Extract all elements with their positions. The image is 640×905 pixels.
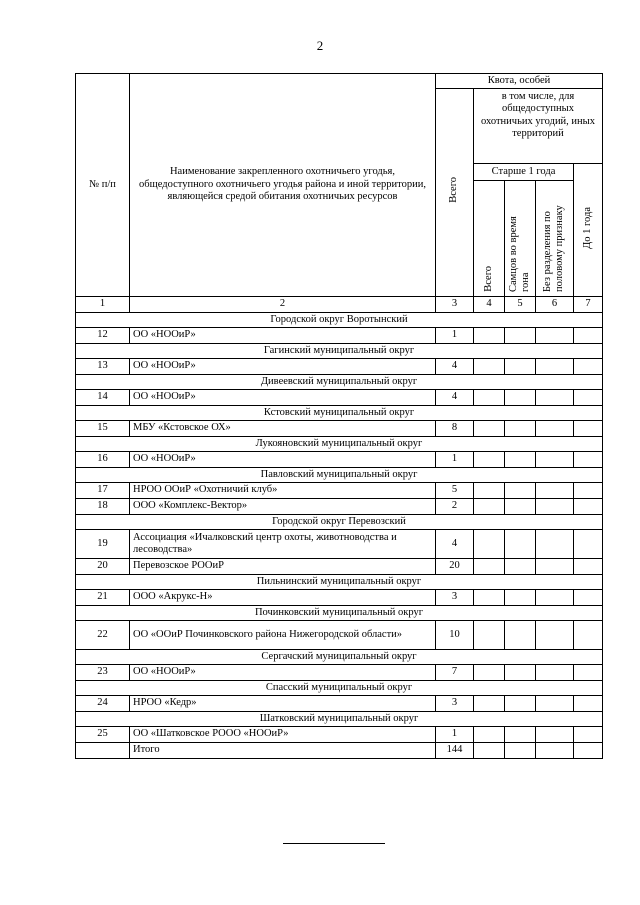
quota-table <box>75 73 603 759</box>
empty-cell <box>536 483 574 499</box>
section-title: Городской округ Перевозский <box>76 515 603 530</box>
section-row <box>76 575 603 590</box>
empty-cell <box>505 590 536 606</box>
empty-cell <box>474 665 505 681</box>
empty-cell <box>574 727 603 743</box>
row-name: ОО «НООиР» <box>130 328 436 344</box>
empty-cell <box>574 621 603 650</box>
empty-cell <box>474 530 505 559</box>
table-row <box>76 359 603 375</box>
header-males: Самцов во время гона <box>507 216 531 292</box>
header-num: № п/п <box>76 74 130 297</box>
header-males-cell <box>505 181 536 297</box>
empty-cell <box>574 390 603 406</box>
table-row <box>76 727 603 743</box>
row-number: 14 <box>76 390 130 406</box>
empty-cell <box>574 421 603 437</box>
row-total: 3 <box>436 590 474 606</box>
row-name: ООО «Комплекс-Вектор» <box>130 499 436 515</box>
section-row <box>76 468 603 483</box>
section-title: Кстовский муниципальный округ <box>76 406 603 421</box>
empty-cell <box>474 390 505 406</box>
empty-cell <box>536 696 574 712</box>
empty-cell <box>574 696 603 712</box>
header-incl: в том числе, для общедоступных охотничьих угодий, иных территорий <box>474 89 603 164</box>
row-number: 23 <box>76 665 130 681</box>
section-title: Пильнинский муниципальный округ <box>76 575 603 590</box>
header-older-total: Всего <box>482 266 494 292</box>
empty-cell <box>505 328 536 344</box>
empty-cell <box>505 559 536 575</box>
row-number: 21 <box>76 590 130 606</box>
section-title: Сергачский муниципальный округ <box>76 650 603 665</box>
col-number: 4 <box>474 297 505 313</box>
section-row <box>76 437 603 452</box>
empty-cell <box>474 559 505 575</box>
section-row <box>76 344 603 359</box>
col-number: 1 <box>76 297 130 313</box>
row-name: Ассоциация «Ичалковский центр охоты, животноводства и лесоводства» <box>130 530 436 559</box>
empty-cell <box>574 665 603 681</box>
empty-cell <box>474 359 505 375</box>
empty-cell <box>505 743 536 759</box>
table-row <box>76 559 603 575</box>
header-older-total-cell <box>474 181 505 297</box>
footer-rule <box>283 843 385 844</box>
empty-cell <box>574 359 603 375</box>
section-title: Шатковский муниципальный округ <box>76 712 603 727</box>
empty-cell <box>505 499 536 515</box>
section-row <box>76 313 603 328</box>
row-total: 1 <box>436 328 474 344</box>
row-number: 25 <box>76 727 130 743</box>
row-number: 19 <box>76 530 130 559</box>
total-row <box>76 743 603 759</box>
row-total: 7 <box>436 665 474 681</box>
table-row <box>76 328 603 344</box>
empty-cell <box>474 621 505 650</box>
section-title: Павловский муниципальный округ <box>76 468 603 483</box>
section-row <box>76 375 603 390</box>
empty-cell <box>505 621 536 650</box>
empty-cell <box>474 328 505 344</box>
total-value: 144 <box>436 743 474 759</box>
table-row <box>76 390 603 406</box>
empty-cell <box>505 421 536 437</box>
empty-cell <box>536 421 574 437</box>
row-total: 20 <box>436 559 474 575</box>
row-total: 10 <box>436 621 474 650</box>
section-title: Спасский муниципальный округ <box>76 681 603 696</box>
table-row <box>76 530 603 559</box>
row-name: ОО «ООиР Починковского района Нижегородской области» <box>130 621 436 650</box>
empty-cell <box>76 743 130 759</box>
table-row <box>76 483 603 499</box>
empty-cell <box>536 590 574 606</box>
table-row <box>76 499 603 515</box>
empty-cell <box>474 499 505 515</box>
row-name: НРОО ООиР «Охотничий клуб» <box>130 483 436 499</box>
empty-cell <box>474 421 505 437</box>
row-number: 18 <box>76 499 130 515</box>
row-total: 3 <box>436 696 474 712</box>
empty-cell <box>474 590 505 606</box>
section-title: Починковский муниципальный округ <box>76 606 603 621</box>
empty-cell <box>536 328 574 344</box>
row-number: 13 <box>76 359 130 375</box>
row-total: 4 <box>436 530 474 559</box>
row-total: 2 <box>436 499 474 515</box>
empty-cell <box>474 483 505 499</box>
empty-cell <box>536 743 574 759</box>
empty-cell <box>505 696 536 712</box>
empty-cell <box>574 559 603 575</box>
table-row <box>76 590 603 606</box>
header-nosex-cell <box>536 181 574 297</box>
empty-cell <box>505 452 536 468</box>
header-under1: До 1 года <box>581 207 593 249</box>
empty-cell <box>536 530 574 559</box>
total-label: Итого <box>130 743 436 759</box>
section-row <box>76 606 603 621</box>
header-nosex: Без разделения по половому признаку <box>542 205 566 292</box>
empty-cell <box>574 499 603 515</box>
row-name: ОО «Шатковское РООО «НООиР» <box>130 727 436 743</box>
col-number: 2 <box>130 297 436 313</box>
row-total: 5 <box>436 483 474 499</box>
empty-cell <box>505 530 536 559</box>
section-row <box>76 681 603 696</box>
empty-cell <box>536 499 574 515</box>
row-name: ОО «НООиР» <box>130 665 436 681</box>
row-number: 17 <box>76 483 130 499</box>
empty-cell <box>536 390 574 406</box>
section-title: Гагинский муниципальный округ <box>76 344 603 359</box>
row-name: НРОО «Кедр» <box>130 696 436 712</box>
col-number: 7 <box>574 297 603 313</box>
table-row <box>76 665 603 681</box>
empty-cell <box>574 590 603 606</box>
empty-cell <box>505 665 536 681</box>
empty-cell <box>536 665 574 681</box>
header-total-cell <box>436 89 474 297</box>
row-name: ООО «Акрукс-Н» <box>130 590 436 606</box>
col-number: 3 <box>436 297 474 313</box>
section-title: Дивеевский муниципальный округ <box>76 375 603 390</box>
row-total: 8 <box>436 421 474 437</box>
table-row <box>76 621 603 650</box>
empty-cell <box>474 727 505 743</box>
section-title: Лукояновский муниципальный округ <box>76 437 603 452</box>
empty-cell <box>536 359 574 375</box>
section-row <box>76 650 603 665</box>
section-row <box>76 406 603 421</box>
header-under1-cell <box>574 164 603 297</box>
section-title: Городской округ Воротынский <box>76 313 603 328</box>
empty-cell <box>574 743 603 759</box>
row-name: Перевозское РООиР <box>130 559 436 575</box>
row-name: ОО «НООиР» <box>130 452 436 468</box>
empty-cell <box>505 359 536 375</box>
empty-cell <box>536 452 574 468</box>
empty-cell <box>505 727 536 743</box>
empty-cell <box>574 452 603 468</box>
empty-cell <box>505 390 536 406</box>
table-row <box>76 452 603 468</box>
empty-cell <box>536 727 574 743</box>
empty-cell <box>505 483 536 499</box>
row-number: 20 <box>76 559 130 575</box>
empty-cell <box>574 328 603 344</box>
header-older: Старше 1 года <box>474 164 574 181</box>
row-number: 24 <box>76 696 130 712</box>
empty-cell <box>474 696 505 712</box>
empty-cell <box>474 743 505 759</box>
header-quota: Квота, особей <box>436 74 603 89</box>
section-row <box>76 515 603 530</box>
row-total: 4 <box>436 359 474 375</box>
empty-cell <box>574 530 603 559</box>
header-total: Всего <box>448 177 460 204</box>
row-number: 22 <box>76 621 130 650</box>
empty-cell <box>574 483 603 499</box>
empty-cell <box>536 559 574 575</box>
row-number: 15 <box>76 421 130 437</box>
section-row <box>76 712 603 727</box>
row-name: ОО «НООиР» <box>130 359 436 375</box>
row-total: 1 <box>436 452 474 468</box>
table-row <box>76 696 603 712</box>
empty-cell <box>536 621 574 650</box>
page-number: 2 <box>316 38 324 53</box>
header-name: Наименование закрепленного охотничьего угодья, общедоступного охотничьего угодья района и иной территории, являющейся средой обитания охотничьих ресурсов <box>130 74 436 297</box>
row-name: МБУ «Кстовское ОХ» <box>130 421 436 437</box>
row-name: ОО «НООиР» <box>130 390 436 406</box>
table-row <box>76 421 603 437</box>
row-total: 4 <box>436 390 474 406</box>
col-number: 6 <box>536 297 574 313</box>
row-total: 1 <box>436 727 474 743</box>
row-number: 16 <box>76 452 130 468</box>
col-number: 5 <box>505 297 536 313</box>
row-number: 12 <box>76 328 130 344</box>
empty-cell <box>474 452 505 468</box>
